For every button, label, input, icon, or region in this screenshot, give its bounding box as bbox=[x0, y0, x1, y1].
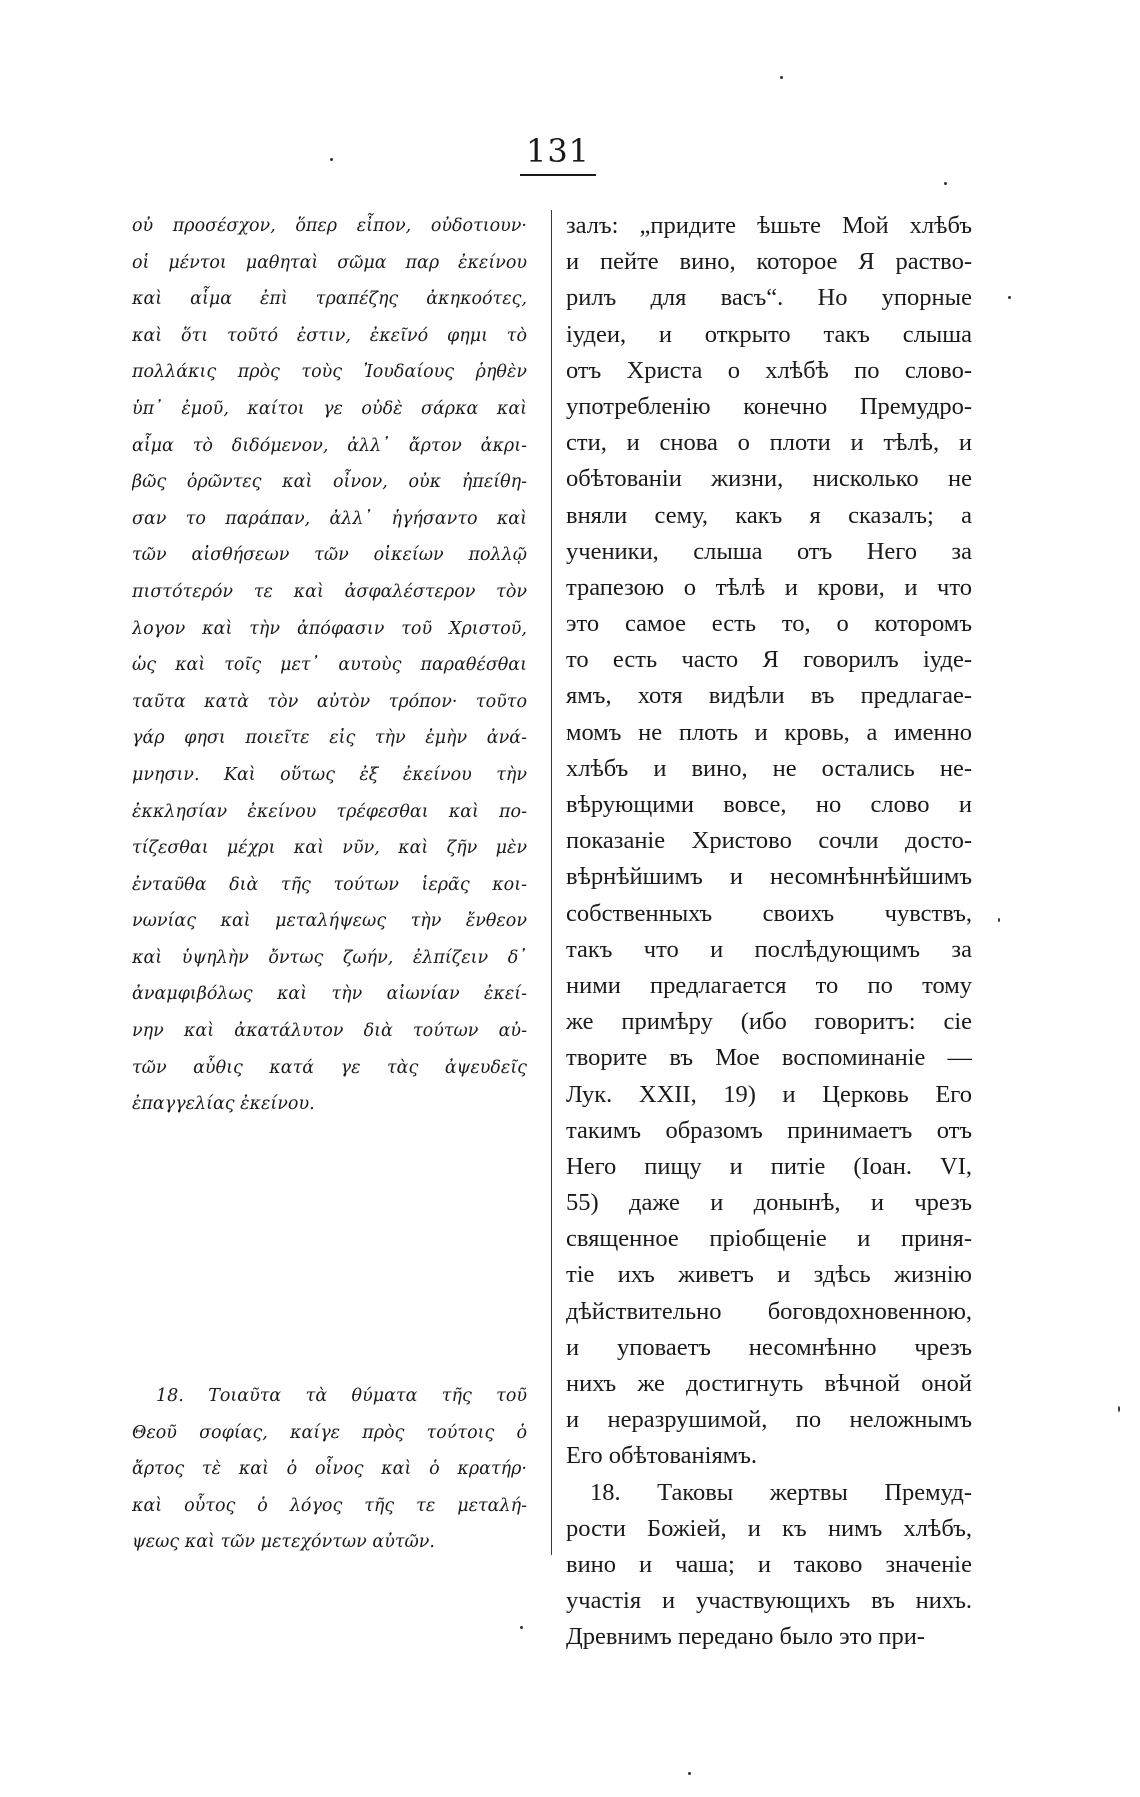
text-line: Лук. XXII, 19) и Церковь Его bbox=[566, 1080, 972, 1108]
text-line: собственныхъ своихъ чувствъ, bbox=[566, 899, 972, 927]
print-speck bbox=[330, 158, 333, 161]
text-line: сти, и снова о плоти и тѣлѣ, и bbox=[566, 429, 972, 457]
text-line: священное пріобщеніе и приня- bbox=[566, 1225, 972, 1253]
text-line: ἄρτος τὲ καὶ ὁ οἶνος καὶ ὁ κρατήρ· bbox=[132, 1459, 527, 1480]
text-line: Его обѣтованіямъ. bbox=[566, 1442, 758, 1470]
text-line: καὶ αἷμα ἐπὶ τραπέζης ἀκηκοότες, bbox=[132, 289, 527, 310]
print-speck bbox=[688, 1772, 691, 1775]
print-speck bbox=[1008, 296, 1011, 299]
greek-paragraph-18 bbox=[132, 1378, 527, 1561]
text-line: такъ что и послѣдующимъ за bbox=[566, 935, 972, 963]
text-line: и пейте вино, которое Я раство- bbox=[566, 248, 972, 276]
text-line: 55) даже и донынѣ, и чрезъ bbox=[566, 1189, 972, 1217]
print-speck bbox=[998, 918, 1000, 922]
print-speck bbox=[944, 182, 947, 185]
print-speck bbox=[1118, 1406, 1120, 1412]
text-line: вѣрнѣйшимъ и несомнѣннѣйшимъ bbox=[566, 863, 972, 891]
text-line: нихъ же достигнуть вѣчной оной bbox=[566, 1370, 972, 1397]
text-line: καὶ ὑψηλὴν ὄντως ζωήν, ἐλπίζειν δ᾿ bbox=[132, 947, 527, 968]
text-line: ὑπ᾿ ἐμοῦ, καίτοι γε οὐδὲ σάρκα καὶ bbox=[132, 398, 527, 419]
text-line: Него пищу и питіе (Іоан. VI, bbox=[566, 1152, 972, 1180]
text-line: τίζεσθαι μέχρι καὶ νῦν, καὶ ζῆν μὲν bbox=[132, 838, 527, 859]
text-line: ἀναμφιβόλως καὶ τὴν αἰωνίαν ἐκεί- bbox=[132, 984, 527, 1005]
text-line: рилъ для васъ“. Но упорные bbox=[566, 284, 972, 312]
russian-column bbox=[566, 208, 972, 1656]
text-line: обѣтованіи жизни, нисколько не bbox=[566, 465, 972, 493]
text-line: ἐνταῦθα διὰ τῆς τούτων ἱερᾶς κοι- bbox=[132, 874, 527, 895]
text-line: ученики, слыша отъ Него за bbox=[566, 537, 972, 565]
text-line: ними предлагается то по тому bbox=[566, 971, 972, 999]
text-line: ὡς καὶ τοῖς μετ᾿ αυτοὺς παραθέσθαι bbox=[132, 655, 527, 676]
text-line: οὐ προσέσχον, ὅπερ εἶπον, οὐδοτιουν· bbox=[132, 216, 527, 236]
text-line: это самое есть то, о которомъ bbox=[566, 610, 972, 638]
text-line: хлѣбъ и вино, не остались не- bbox=[566, 754, 972, 782]
column-divider bbox=[551, 210, 552, 1555]
text-line: τῶν αὖθις κατά γε τὰς ἀψευδεῖς bbox=[132, 1057, 527, 1078]
text-line: αἷμα τὸ διδόμενον, ἀλλ᾿ ἄρτον ἀκρι- bbox=[132, 435, 527, 456]
text-line: залъ: „придите ѣшьте Мой хлѣбъ bbox=[566, 212, 972, 239]
print-speck bbox=[520, 1626, 523, 1629]
text-line: 18. Таковы жертвы Премуд- bbox=[590, 1478, 972, 1506]
text-line: ψεως καὶ τῶν μετεχόντων αὐτῶν. bbox=[132, 1532, 435, 1553]
text-line: Θεοῦ σοφίας, καίγε πρὸς τούτοις ὁ bbox=[132, 1422, 527, 1443]
text-line: σαν το παράπαν, ἀλλ᾿ ἡγήσαντο καὶ bbox=[132, 508, 527, 529]
print-speck bbox=[780, 76, 783, 79]
text-line: трапезою о тѣлѣ и крови, и что bbox=[566, 573, 972, 601]
text-line: νην καὶ ἀκατάλυτον διὰ τούτων αὐ- bbox=[132, 1021, 527, 1042]
text-line: іудеи, и открыто такъ слыша bbox=[566, 320, 972, 348]
text-line: καὶ οὗτος ὁ λόγος τῆς τε μεταλή- bbox=[132, 1495, 527, 1516]
text-line: οἱ μέντοι μαθηταὶ σῶμα παρ ἐκείνου bbox=[132, 252, 527, 273]
text-line: τῶν αἰσθήσεων τῶν οἰκείων πολλῷ bbox=[132, 545, 527, 566]
text-line: ταῦτα κατὰ τὸν αὐτὸν τρόπον· τοῦτο bbox=[132, 691, 527, 712]
text-line: Древнимъ передано было это при- bbox=[566, 1623, 925, 1651]
text-line: вѣрующими вовсе, но слово и bbox=[566, 791, 972, 818]
text-line: же примѣру (ибо говоритъ: сіе bbox=[566, 1008, 972, 1036]
text-line: момъ не плоть и кровь, а именно bbox=[566, 718, 972, 746]
text-line: такимъ образомъ принимаетъ отъ bbox=[566, 1116, 972, 1144]
text-line: отъ Христа о хлѣбѣ по слово- bbox=[566, 356, 972, 384]
text-line: λογον καὶ τὴν ἀπόφασιν τοῦ Χριστοῦ, bbox=[132, 618, 527, 639]
text-line: то есть часто Я говорилъ іуде- bbox=[566, 646, 972, 674]
text-line: рости Божіей, и къ нимъ хлѣбъ, bbox=[566, 1514, 972, 1542]
text-line: γάρ φησι ποιεῖτε εἰς τὴν ἐμὴν ἀνά- bbox=[132, 728, 527, 749]
text-line: употребленію конечно Премудро- bbox=[566, 392, 972, 420]
text-line: вняли сему, какъ я сказалъ; а bbox=[566, 501, 972, 529]
text-line: ἐπαγγελίας ἐκείνου. bbox=[132, 1094, 315, 1115]
russian-paragraph-18 bbox=[566, 1475, 972, 1656]
russian-paragraph-main bbox=[566, 208, 972, 1475]
text-line: участія и участвующихъ въ нихъ. bbox=[566, 1587, 972, 1615]
text-line: вино и чаша; и таково значеніе bbox=[566, 1550, 972, 1578]
text-line: и неразрушимой, по неложнымъ bbox=[566, 1406, 972, 1434]
text-line: показаніе Христово сочли досто- bbox=[566, 827, 972, 855]
text-line: νωνίας καὶ μεταλήψεως τὴν ἔνθεον bbox=[132, 911, 527, 932]
text-line: μνησιν. Καὶ οὕτως ἐξ ἐκείνου τὴν bbox=[132, 764, 527, 785]
text-line: тіе ихъ живетъ и здѣсь жизнію bbox=[566, 1261, 972, 1289]
text-line: дѣйствительно боговдохновенною, bbox=[566, 1297, 972, 1325]
text-line: и уповаетъ несомнѣнно чрезъ bbox=[566, 1333, 972, 1361]
text-line: ἐκκλησίαν ἐκείνου τρέφεσθαι καὶ πο- bbox=[132, 801, 527, 822]
page-number: 131 bbox=[520, 132, 596, 176]
text-line: творите въ Мое воспоминаніе — bbox=[566, 1044, 972, 1072]
text-line: βῶς ὁρῶντες καὶ οἶνον, οὐκ ἠπείθη- bbox=[132, 472, 527, 493]
text-line: πιστότερόν τε καὶ ἀσφαλέστερον τὸν bbox=[132, 581, 527, 602]
text-line: πολλάκις πρὸς τοὺς Ἰουδαίους ῥηθὲν bbox=[132, 362, 527, 383]
greek-column bbox=[132, 208, 527, 1123]
text-line: 18. Τοιαῦτα τὰ θύματα τῆς τοῦ bbox=[156, 1386, 527, 1406]
text-line: καὶ ὅτι τοῦτό ἐστιν, ἐκεῖνό φημι τὸ bbox=[132, 325, 527, 346]
text-line: ямъ, хотя видѣли въ предлагае- bbox=[566, 682, 972, 710]
